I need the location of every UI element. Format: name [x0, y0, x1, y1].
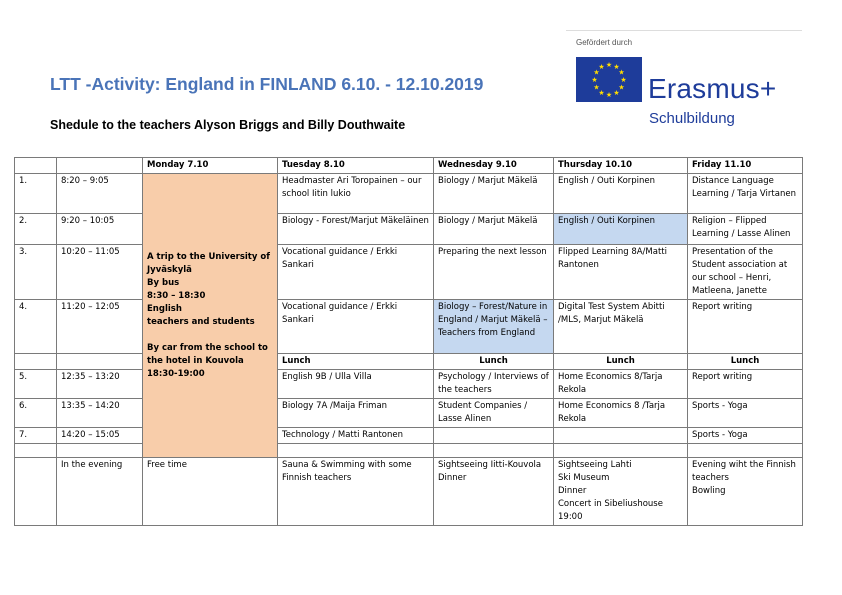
eu-flag-icon	[576, 57, 642, 102]
wednesday-cell: Psychology / Interviews of the teachers	[434, 370, 554, 399]
svg-text:★: ★	[605, 91, 613, 99]
friday-cell: Religion – Flipped Learning / Lasse Alinen	[688, 214, 803, 245]
lesson-number: 3.	[15, 245, 57, 300]
table-row	[15, 300, 803, 354]
table-row	[15, 370, 803, 399]
day-header-friday: Friday 11.10	[688, 158, 803, 174]
evening-line: Sightseeing Iitti-Kouvola	[438, 460, 542, 470]
spacer-cell	[434, 444, 554, 458]
wednesday-cell: Biology / Marjut Mäkelä	[434, 174, 554, 214]
trip-line: 8:30 – 18:30	[147, 290, 206, 301]
header-blank	[57, 158, 143, 174]
lesson-time: 13:35 – 14:20	[57, 399, 143, 428]
wednesday-cell: Biology – Forest/Nature in England / Marjut Mäkelä – Teachers from England	[434, 300, 554, 354]
svg-text:★: ★	[613, 89, 620, 97]
page-title: LTT -Activity: England in FINLAND 6.10. - 12.10.2019	[50, 74, 484, 94]
evening-line: Dinner	[438, 473, 467, 483]
trip-line: English	[147, 303, 182, 314]
thursday-cell: Home Economics 8/Tarja Rekola	[554, 370, 688, 399]
wednesday-cell: Biology / Marjut Mäkelä	[434, 214, 554, 245]
friday-cell: Sports - Yoga	[688, 428, 803, 444]
svg-text:★: ★	[618, 68, 625, 77]
thursday-cell	[554, 428, 688, 444]
spacer-cell	[278, 444, 434, 458]
evening-line: 19:00	[558, 512, 583, 522]
spacer-row	[15, 444, 803, 458]
lesson-time: 9:20 – 10:05	[57, 214, 143, 245]
evening-monday: Free time	[143, 458, 278, 526]
table-row	[15, 399, 803, 428]
lesson-time: 12:35 – 13:20	[57, 370, 143, 399]
table-header-row	[15, 158, 803, 174]
erasmus-wordmark: Erasmus+	[648, 73, 777, 104]
trip-line: teachers and students	[147, 316, 255, 327]
erasmus-logo	[566, 30, 802, 134]
lesson-time: 10:20 – 11:05	[57, 245, 143, 300]
trip-line: By car from the school to the hotel in Kouvola	[147, 342, 268, 366]
table-row	[15, 174, 803, 214]
lesson-number: 6.	[15, 399, 57, 428]
svg-text:★: ★	[598, 63, 605, 71]
wednesday-cell: Preparing the next lesson	[434, 245, 554, 300]
lesson-number: 4.	[15, 300, 57, 354]
lunch-thursday: Lunch	[554, 354, 688, 370]
svg-text:★: ★	[618, 83, 625, 92]
svg-text:★: ★	[591, 76, 598, 84]
tuesday-cell: Vocational guidance / Erkki Sankari	[278, 300, 434, 354]
thursday-cell: Home Economics 8 /Tarja Rekola	[554, 399, 688, 428]
evening-wednesday	[434, 458, 554, 526]
tuesday-cell: Biology - Forest/Marjut Mäkeläinen	[278, 214, 434, 245]
table-row	[15, 214, 803, 245]
schulbildung-label: Schulbildung	[649, 110, 735, 127]
lesson-time: 14:20 – 15:05	[57, 428, 143, 444]
logo-divider	[566, 30, 802, 31]
evening-line: Dinner	[558, 486, 587, 496]
lunch-row	[15, 354, 803, 370]
table-row	[15, 245, 803, 300]
day-header-monday: Monday 7.10	[143, 158, 278, 174]
friday-cell: Presentation of the Student association at our school – Henri, Matleena, Janette	[688, 245, 803, 300]
evening-row	[15, 458, 803, 526]
monday-trip-cell	[143, 174, 278, 458]
svg-text:★: ★	[605, 61, 613, 69]
spacer-cell	[15, 444, 57, 458]
spacer-cell	[554, 444, 688, 458]
trip-spacer	[147, 329, 273, 342]
thursday-cell: English / Outi Korpinen	[554, 174, 688, 214]
thursday-cell: Flipped Learning 8A/Matti Rantonen	[554, 245, 688, 300]
trip-line: 18:30-19:00	[147, 368, 205, 379]
svg-text:★: ★	[620, 76, 627, 84]
lesson-time: 11:20 – 12:05	[57, 300, 143, 354]
thursday-cell: English / Outi Korpinen	[554, 214, 688, 245]
tuesday-cell: English 9B / Ulla Villa	[278, 370, 434, 399]
friday-cell: Report writing	[688, 300, 803, 354]
lesson-time: 8:20 – 9:05	[57, 174, 143, 214]
evening-line: Concert in Sibeliushouse	[558, 499, 663, 509]
wednesday-cell	[434, 428, 554, 444]
lunch-friday: Lunch	[688, 354, 803, 370]
trip-line: A trip to the University of Jyväskylä	[147, 251, 270, 275]
schedule-table	[14, 157, 803, 526]
spacer-cell	[57, 444, 143, 458]
lunch-tuesday: Lunch	[278, 354, 434, 370]
table-row	[15, 428, 803, 444]
svg-text:★: ★	[598, 89, 605, 97]
wednesday-cell: Student Companies / Lasse Alinen	[434, 399, 554, 428]
page-subtitle: Shedule to the teachers Alyson Briggs and Billy Douthwaite	[50, 118, 406, 132]
friday-cell: Distance Language Learning / Tarja Virtanen	[688, 174, 803, 214]
tuesday-cell: Technology / Matti Rantonen	[278, 428, 434, 444]
lesson-number: 2.	[15, 214, 57, 245]
evening-thursday	[554, 458, 688, 526]
day-header-thursday: Thursday 10.10	[554, 158, 688, 174]
lesson-number: 1.	[15, 174, 57, 214]
lesson-number: 7.	[15, 428, 57, 444]
header-blank	[15, 158, 57, 174]
day-header-tuesday: Tuesday 8.10	[278, 158, 434, 174]
tuesday-cell: Vocational guidance / Erkki Sankari	[278, 245, 434, 300]
lunch-blank	[57, 354, 143, 370]
lesson-number: 5.	[15, 370, 57, 399]
evening-line: Sightseeing Lahti	[558, 460, 632, 470]
friday-cell: Report writing	[688, 370, 803, 399]
tuesday-cell: Biology 7A /Maija Friman	[278, 399, 434, 428]
svg-text:★: ★	[593, 83, 600, 92]
tuesday-cell: Headmaster Ari Toropainen – our school Iitin lukio	[278, 174, 434, 214]
evening-blank	[15, 458, 57, 526]
evening-line: Evening wiht the Finnish teachers	[692, 460, 796, 483]
trip-line: By bus	[147, 277, 180, 288]
evening-line: Bowling	[692, 486, 726, 496]
funded-by-label: Gefördert durch	[576, 38, 633, 47]
friday-cell: Sports - Yoga	[688, 399, 803, 428]
spacer-cell	[688, 444, 803, 458]
evening-line: Ski Museum	[558, 473, 610, 483]
svg-text:★: ★	[593, 68, 600, 77]
evening-friday	[688, 458, 803, 526]
day-header-wednesday: Wednesday 9.10	[434, 158, 554, 174]
svg-text:★: ★	[613, 63, 620, 71]
evening-tuesday: Sauna & Swimming with some Finnish teachers	[278, 458, 434, 526]
lunch-blank	[15, 354, 57, 370]
evening-label: In the evening	[57, 458, 143, 526]
thursday-cell: Digital Test System Abitti /MLS, Marjut Mäkelä	[554, 300, 688, 354]
lunch-wednesday: Lunch	[434, 354, 554, 370]
